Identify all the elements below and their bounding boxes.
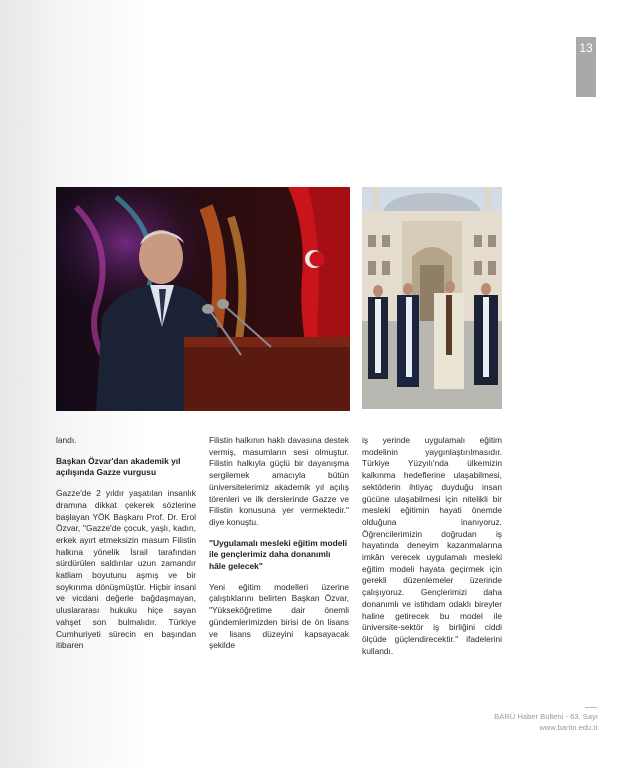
footer-website-link[interactable]: www.bartin.edu.tr	[539, 722, 598, 732]
intro-text: landı.	[56, 435, 77, 445]
body-paragraph: iş yerinde uygulamalı eğitim modelinin yaygınlaştırılmasıdır. Türkiye Yüzyılı'nda ülkemizin kalkınma hedeflerine ulaşabilmesi, sektörlerin ihtiyaç duyduğu insan gücüne ulaşabilmesi için nitelikli bir mesleki eğitimin hayati önemde olduğuna inanıyoruz. Öğrencilerimizin doğrudan iş hayatında deneyim kazanmalarına imkân verecek uygulamalı mesleki eğitim modeli hayata geçirmek için gerekli düzenlemeler üzerinde çalışıyoruz. Gençlerimizi daha donanımlı ve istihdam odaklı bireyler haline getirecek bu model ile üniversite-sektör iş birliğini ciddi ölçüde güçlendirecektir." ifadelerini kullandı.	[362, 435, 502, 656]
section-heading-vocational: "Uygulamalı mesleki eğitim modeli ile gençlerimiz daha donanımlı hâle gelecek"	[209, 537, 348, 572]
body-paragraph: Filistin halkının haklı davasına destek vermiş, masumların sesi olmuştur. Filistin halkıyla güçlü bir dayanışma sergilemek amacıyla bütün üniversitelerimiz akademik yıl açılış törenleri ve ilk derslerinde Gazze ve Filistin konusuna yer vermektedir." diye konuştu.	[209, 435, 349, 527]
body-paragraph: Gazze'de 2 yıldır yaşatılan insanlık dramına dikkat çekerek sözlerine başlayan YÖK Başkanı Prof. Dr. Erol Özvar, "Gazze'de çocuk, yaşlı, kadın, erkek ayırt etmeksizin masum Filistin halkına yönelik İsrail tarafından sürdürülen saldırılar uzun zamandır katliam boyutunu aşmış ve bir soykırıma dönüşmüştür. Hiçbir insani ve vicdani değerle bağdaşmayan, uluslararası hukuku hiçe sayan vahşet son bulmalıdır. Türkiye Cumhuriyeti sürecin en başından itibaren	[56, 488, 196, 651]
page-number: 13	[576, 37, 596, 97]
body-paragraph: Yeni eğitim modelleri üzerine çalıştıklarını belirten Başkan Özvar, "Yükseköğretime dair önemli gündemlerimizden birisi de ön lisans ve lisans düzeyini kapsayacak şekilde	[209, 581, 349, 651]
graduates-photo	[362, 187, 502, 409]
speaker-photo	[56, 187, 350, 411]
text-column-3	[362, 435, 502, 666]
section-heading-gaza: Başkan Özvar'dan akademik yıl açılışında Gazze vurgusu	[56, 455, 181, 478]
text-column-1	[56, 435, 196, 661]
footer	[494, 712, 598, 733]
footer-divider	[585, 707, 597, 708]
text-column-2	[209, 435, 349, 661]
footer-publication: BARÜ Haber Bülteni - 63. Sayı	[494, 712, 598, 721]
